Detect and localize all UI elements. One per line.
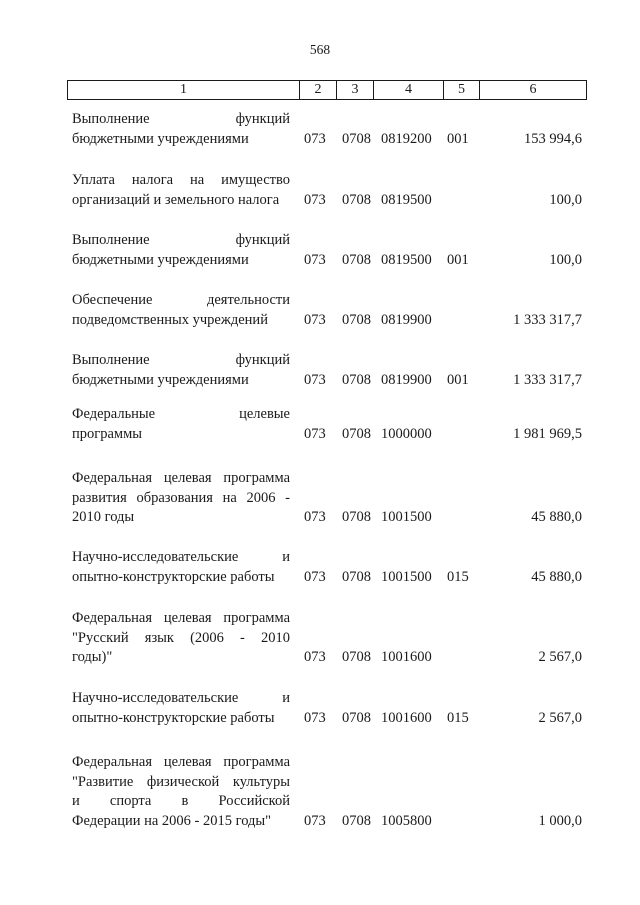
row-description-line: Федерации на 2006 - 2015 годы" bbox=[72, 812, 272, 829]
row-c4-value: 0819900 bbox=[381, 311, 432, 328]
row-c2-value: 073 bbox=[304, 130, 326, 147]
header-col-2: 2 bbox=[300, 81, 337, 99]
row-c5-value: 001 bbox=[447, 371, 469, 388]
row-c6-value: 1 981 969,5 bbox=[513, 425, 582, 442]
row-c4-value: 1001500 bbox=[381, 509, 432, 525]
table-row bbox=[0, 291, 640, 330]
header-col-4: 4 bbox=[374, 81, 444, 99]
row-c6-value: 153 994,6 bbox=[524, 130, 582, 147]
row-c4-value: 1005800 bbox=[381, 812, 432, 829]
table-row bbox=[0, 609, 640, 668]
row-c5-value: 015 bbox=[447, 568, 469, 585]
row-c2-value: 073 bbox=[304, 371, 326, 388]
header-col-5: 5 bbox=[444, 81, 480, 99]
row-description bbox=[72, 548, 290, 587]
row-description-line: опытно-конструкторские работы bbox=[72, 709, 275, 726]
row-c4-value: 0819200 bbox=[381, 130, 432, 147]
row-description-line: и спорта в Российской bbox=[72, 793, 290, 809]
row-description bbox=[72, 469, 290, 528]
row-c6-value: 1 000,0 bbox=[538, 812, 582, 829]
row-description-line: Научно-исследовательские и bbox=[72, 690, 290, 706]
row-description bbox=[72, 110, 290, 149]
row-description bbox=[72, 351, 290, 390]
row-c4-value: 0819500 bbox=[381, 251, 432, 268]
row-c2-value: 073 bbox=[304, 311, 326, 328]
row-c3-value: 0708 bbox=[342, 425, 371, 442]
row-c4-value: 1001500 bbox=[381, 568, 432, 585]
row-description-line: Уплата налога на имущество bbox=[72, 172, 290, 188]
row-c6-value: 1 333 317,7 bbox=[513, 371, 582, 388]
row-description bbox=[72, 753, 290, 831]
table-row bbox=[0, 171, 640, 210]
row-c2-value: 073 bbox=[304, 812, 326, 829]
row-c3-value: 0708 bbox=[342, 311, 371, 328]
table-row bbox=[0, 231, 640, 270]
row-description-line: бюджетными учреждениями bbox=[72, 251, 249, 268]
row-c4-value: 0819900 bbox=[381, 371, 432, 388]
row-c6-value: 100,0 bbox=[549, 251, 582, 268]
row-description-line: "Русский язык (2006 - 2010 bbox=[72, 629, 290, 646]
row-description-line: организаций и земельного налога bbox=[72, 191, 280, 208]
row-c2-value: 073 bbox=[304, 191, 326, 208]
row-description-line: Выполнение функций bbox=[72, 111, 290, 127]
row-description-line: развития образования на 2006 - bbox=[72, 489, 290, 506]
row-description-line: Федеральные целевые bbox=[72, 406, 290, 422]
row-c2-value: 073 bbox=[304, 509, 326, 525]
row-description-line: Федеральная целевая программа bbox=[72, 610, 290, 626]
table-row bbox=[0, 689, 640, 728]
row-c4-value: 1001600 bbox=[381, 649, 432, 665]
header-col-6: 6 bbox=[529, 82, 537, 97]
row-c3-value: 0708 bbox=[342, 191, 371, 208]
row-description-line: Выполнение функций bbox=[72, 352, 290, 368]
row-c4-value: 1000000 bbox=[381, 425, 432, 442]
row-c3-value: 0708 bbox=[342, 251, 371, 268]
header-col-3: 3 bbox=[337, 81, 374, 99]
row-description bbox=[72, 171, 290, 210]
row-c6-value: 100,0 bbox=[549, 191, 582, 208]
row-c6-value: 1 333 317,7 bbox=[513, 311, 582, 328]
row-c4-value: 1001600 bbox=[381, 709, 432, 726]
row-c3-value: 0708 bbox=[342, 130, 371, 147]
row-description-line: бюджетными учреждениями bbox=[72, 130, 249, 147]
table-row bbox=[0, 351, 640, 390]
row-description bbox=[72, 609, 290, 668]
row-c3-value: 0708 bbox=[342, 709, 371, 726]
row-c6-value: 45 880,0 bbox=[531, 509, 582, 525]
table-row bbox=[0, 469, 640, 528]
row-description-line: Федеральная целевая программа bbox=[72, 754, 290, 770]
row-description-line: годы)" bbox=[72, 649, 113, 665]
row-description-line: "Развитие физической культуры bbox=[72, 773, 290, 790]
table-row bbox=[0, 405, 640, 444]
row-c6-value: 2 567,0 bbox=[538, 709, 582, 726]
table-row bbox=[0, 548, 640, 587]
row-description bbox=[72, 405, 290, 444]
row-description-line: Обеспечение деятельности bbox=[72, 292, 290, 308]
page-number: 568 bbox=[309, 42, 331, 57]
row-description bbox=[72, 231, 290, 270]
row-c3-value: 0708 bbox=[342, 371, 371, 388]
row-description-line: опытно-конструкторские работы bbox=[72, 568, 275, 585]
row-c5-value: 001 bbox=[447, 251, 469, 268]
row-c6-value: 2 567,0 bbox=[538, 649, 582, 665]
row-c3-value: 0708 bbox=[342, 509, 371, 525]
row-c4-value: 0819500 bbox=[381, 191, 432, 208]
row-description-line: 2010 годы bbox=[72, 509, 135, 525]
table-row bbox=[0, 110, 640, 149]
row-description bbox=[72, 291, 290, 330]
row-c2-value: 073 bbox=[304, 568, 326, 585]
row-description-line: подведомственных учреждений bbox=[72, 311, 268, 328]
row-description-line: Федеральная целевая программа bbox=[72, 470, 290, 486]
row-c3-value: 0708 bbox=[342, 649, 371, 665]
row-c2-value: 073 bbox=[304, 425, 326, 442]
row-c2-value: 073 bbox=[304, 251, 326, 268]
row-c5-value: 001 bbox=[447, 130, 469, 147]
row-description-line: бюджетными учреждениями bbox=[72, 371, 249, 388]
row-c3-value: 0708 bbox=[342, 568, 371, 585]
row-c5-value: 015 bbox=[447, 709, 469, 726]
row-description-line: программы bbox=[72, 425, 142, 442]
row-description-line: Выполнение функций bbox=[72, 232, 290, 248]
row-c6-value: 45 880,0 bbox=[531, 568, 582, 585]
row-description bbox=[72, 689, 290, 728]
row-c2-value: 073 bbox=[304, 709, 326, 726]
table-header bbox=[67, 80, 587, 100]
row-description-line: Научно-исследовательские и bbox=[72, 549, 290, 565]
header-col-1: 1 bbox=[68, 81, 300, 99]
row-c3-value: 0708 bbox=[342, 812, 371, 829]
row-c2-value: 073 bbox=[304, 649, 326, 665]
table-row bbox=[0, 753, 640, 831]
